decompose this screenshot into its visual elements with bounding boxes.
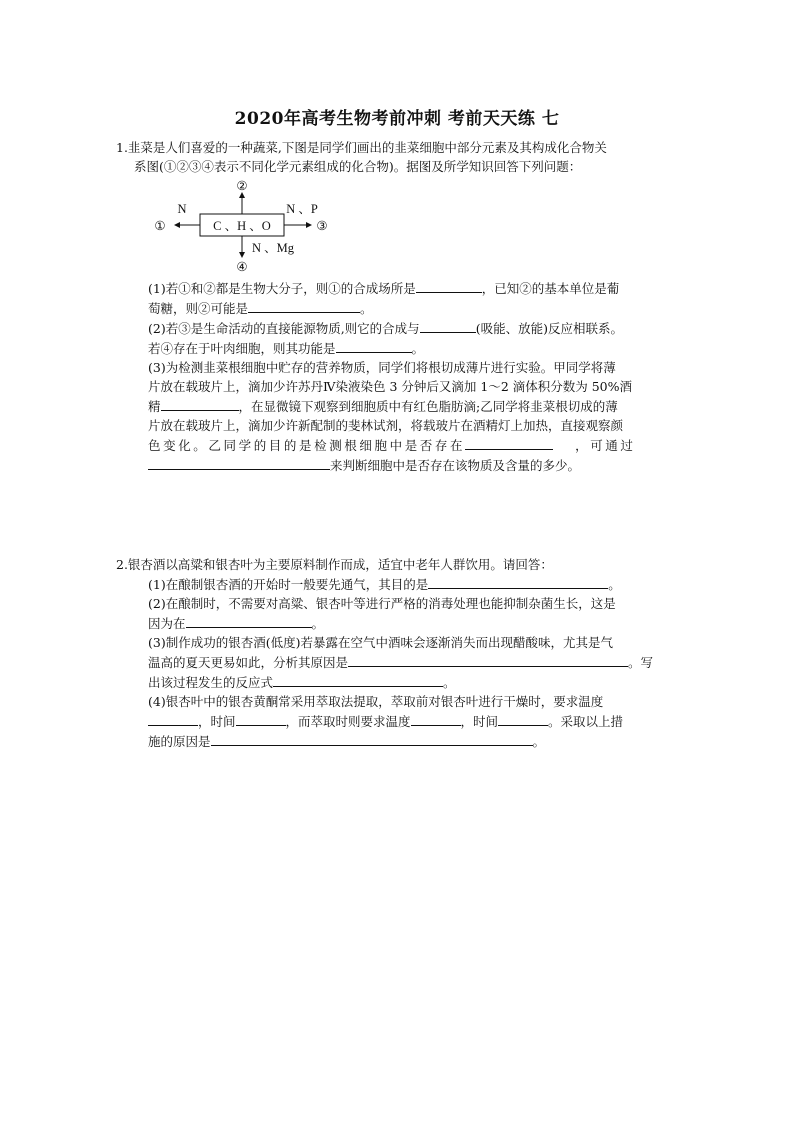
answer-blank[interactable] [420,318,476,333]
q1-stem-line2: 系图(①②③④表示不同化学元素组成的化合物)。据图及所学知识回答下列问题： [134,159,582,174]
compound-2: ② [236,179,248,193]
q2-part4-line1: (4)银杏叶中的银杏黄酮常采用萃取法提取，萃取前对银杏叶进行干燥时，要求温度 [148,694,604,709]
q1-part3-line5: 色变化。乙同学的目的是检测根细胞中是否存在 ，可通过 [148,435,676,455]
answer-blank[interactable] [465,435,553,450]
arrow-down-icon [239,252,245,258]
answer-blank[interactable] [273,672,443,687]
answer-blank[interactable] [348,652,628,667]
answer-blank[interactable] [148,455,330,470]
answer-blank[interactable] [336,338,412,353]
q2-part3-line2: 温高的夏天更易如此，分析其原因是 。写 [148,652,676,672]
q1-part1-line2: 萄糖，则②可能是 。 [148,298,676,318]
page-title: 2020年高考生物考前冲刺 考前天天练 七 [234,109,560,129]
q1-part2-line1: (2)若③是生命活动的直接能源物质,则它的合成与 (吸能、放能)反应相联系。 [148,318,676,338]
arrow-right-icon [306,222,312,228]
q1-part2-line2: 若④存在于叶肉细胞，则其功能是 。 [148,338,676,358]
question-1-parts [148,278,676,475]
bottom-element-label: N 、Mg [251,241,295,255]
q2-part4-line3: 施的原因是 。 [148,731,676,751]
q1-part3-line4: 片放在载玻片上，滴加少许新配制的斐林试剂，将载玻片在酒精灯上加热，直接观察颜 [148,418,624,433]
q1-part3-line6: 来判断细胞中是否存在该物质及含量的多少。 [148,455,676,475]
q1-part3-line2: 片放在载玻片上，滴加少许苏丹Ⅳ染液染色 3 分钟后又滴加 1～2 滴体积分数为 50%酒 [148,379,632,394]
q2-part4-line2: ，时间 ，而萃取时则要求温度 ，时间 。采取以上措 [148,711,676,731]
q2-part2-line1: (2)在酿制时，不需要对高粱、银杏叶等进行严格的消毒处理也能抑制杂菌生长，这是 [148,596,616,611]
answer-blank[interactable] [498,711,548,726]
question-2 [116,555,676,574]
center-label: C 、H 、O [213,219,271,233]
compound-4: ④ [236,260,248,274]
q1-part3-line1: (3)为检测韭菜根细胞中贮存的营养物质，同学们将根切成薄片进行实验。甲同学将薄 [148,360,616,375]
q1-stem-line1: 1.韭菜是人们喜爱的一种蔬菜,下图是同学们画出的韭菜细胞中部分元素及其构成化合物关 [116,140,607,155]
answer-blank[interactable] [236,711,286,726]
left-element-label: N [177,202,187,216]
answer-blank[interactable] [211,731,533,746]
answer-blank[interactable] [248,298,360,313]
answer-blank[interactable] [428,574,608,589]
right-element-label: N 、P [286,202,318,216]
q2-stem: 2.银杏酒以高粱和银杏叶为主要原料制作而成，适宜中老年人群饮用。请回答： [116,557,553,572]
answer-blank[interactable] [411,711,461,726]
compound-3: ③ [316,219,328,233]
answer-blank[interactable] [186,613,312,628]
element-compound-diagram [140,176,340,276]
question-2-parts [148,574,676,751]
answer-blank[interactable] [416,278,482,293]
q1-part3-line3: 精 ，在显微镜下观察到细胞质中有红色脂肪滴;乙同学将韭菜根切成的薄 [148,396,676,416]
q2-part3-line3: 出该过程发生的反应式 。 [148,672,676,692]
q2-part1: (1)在酿制银杏酒的开始时一般要先通气，其目的是 。 [148,574,676,594]
q2-part2-line2: 因为在 。 [148,613,676,633]
answer-blank[interactable] [148,711,198,726]
q2-part3-line1: (3)制作成功的银杏酒(低度)若暴露在空气中酒味会逐渐消失而出现醋酸味，尤其是气 [148,635,613,650]
q1-part1-line1: (1)若①和②都是生物大分子，则①的合成场所是 ，已知②的基本单位是葡 [148,278,676,298]
question-1 [116,138,676,176]
compound-1: ① [154,219,166,233]
arrow-left-icon [174,222,180,228]
answer-blank[interactable] [161,396,239,411]
